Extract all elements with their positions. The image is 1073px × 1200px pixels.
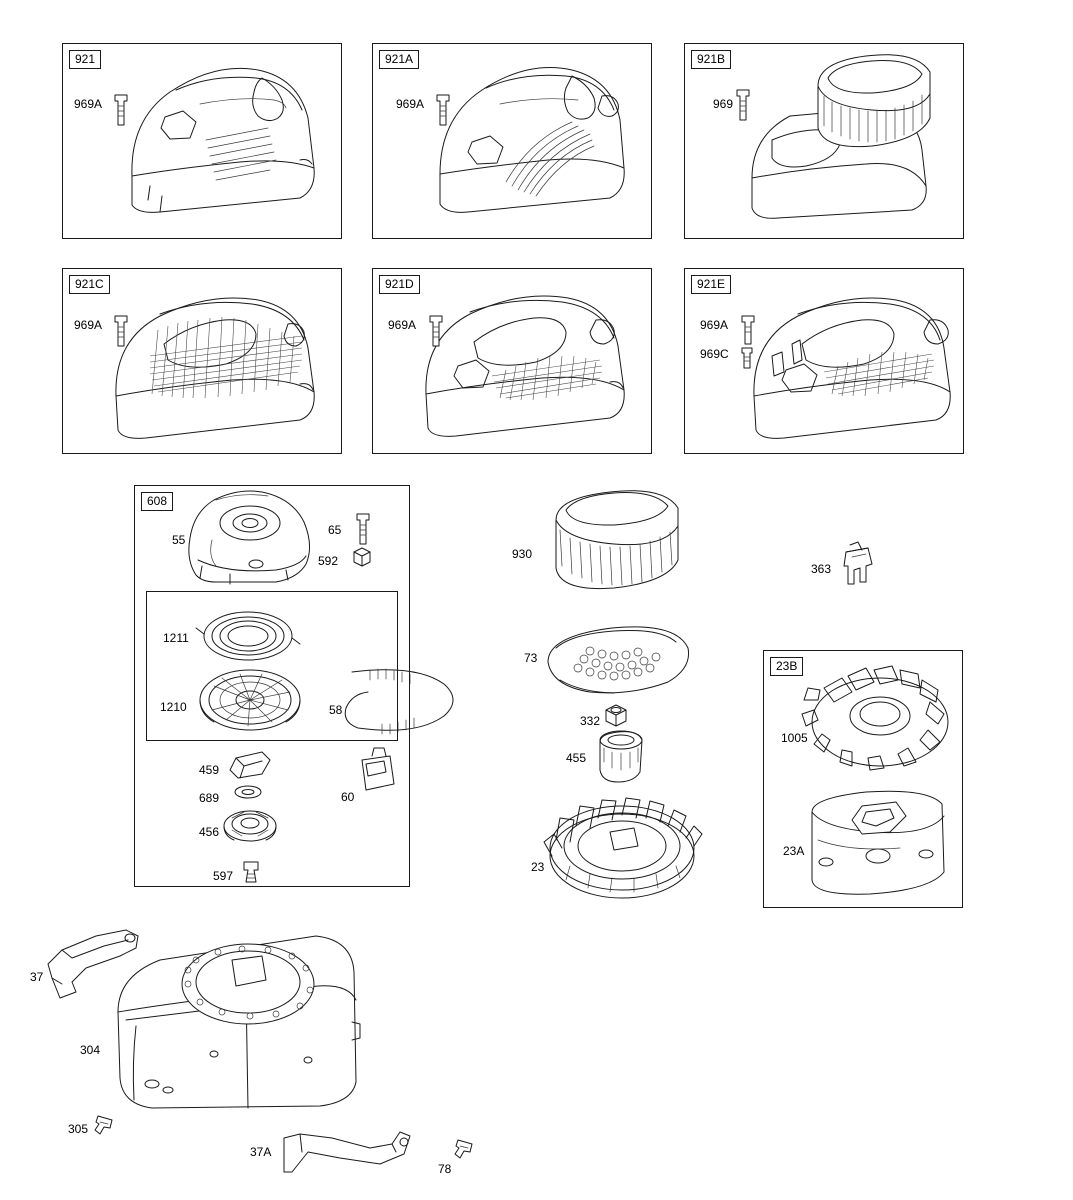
- callout-60: 60: [341, 790, 355, 804]
- callout-969a-5: 969A: [700, 318, 729, 332]
- panel-tag-608: 608: [141, 492, 173, 511]
- callout-689: 689: [199, 791, 220, 805]
- art-screw-78: [455, 1140, 472, 1158]
- callout-305: 305: [68, 1122, 89, 1136]
- panel-tag-921d: 921D: [379, 275, 420, 294]
- callout-1005: 1005: [781, 731, 808, 745]
- callout-1210: 1210: [160, 700, 187, 714]
- callout-969a-4: 969A: [388, 318, 417, 332]
- callout-304: 304: [80, 1043, 101, 1057]
- art-ring-930: [556, 491, 678, 589]
- callout-592: 592: [318, 554, 339, 568]
- panel-921e: [684, 268, 964, 454]
- panel-921c: [62, 268, 342, 454]
- callout-37: 37: [30, 970, 44, 984]
- callout-597: 597: [213, 869, 234, 883]
- callout-969a-3: 969A: [74, 318, 103, 332]
- callout-930: 930: [512, 547, 533, 561]
- callout-23: 23: [531, 860, 545, 874]
- panel-921: [62, 43, 342, 239]
- panel-tag-921b: 921B: [691, 50, 731, 69]
- panel-tag-921e: 921E: [691, 275, 731, 294]
- callout-969c: 969C: [700, 347, 729, 361]
- callout-73: 73: [524, 651, 538, 665]
- panel-608-inner: [146, 591, 398, 741]
- callout-455: 455: [566, 751, 587, 765]
- art-flywheel-23: [544, 798, 702, 898]
- callout-332: 332: [580, 714, 601, 728]
- art-screen-73: [548, 627, 689, 693]
- callout-37a: 37A: [250, 1145, 272, 1159]
- callout-456: 456: [199, 825, 220, 839]
- callout-969: 969: [713, 97, 734, 111]
- art-nut-332: [606, 705, 626, 726]
- callout-1211: 1211: [163, 631, 189, 645]
- callout-363: 363: [811, 562, 832, 576]
- panel-921d: [372, 268, 652, 454]
- panel-23b: [763, 650, 963, 908]
- panel-921b: [684, 43, 964, 239]
- art-bracket-37a: [284, 1132, 410, 1172]
- art-blower-housing-304: [118, 936, 360, 1108]
- panel-tag-921a: 921A: [379, 50, 419, 69]
- art-screw-305: [95, 1116, 112, 1134]
- callout-459: 459: [199, 763, 220, 777]
- art-bracket-37: [48, 930, 138, 998]
- panel-tag-23b: 23B: [770, 657, 803, 676]
- panel-tag-921c: 921C: [69, 275, 110, 294]
- callout-78: 78: [438, 1162, 452, 1176]
- callout-65: 65: [328, 523, 342, 537]
- panel-921a: [372, 43, 652, 239]
- callout-58: 58: [329, 703, 343, 717]
- art-coil-363: [844, 542, 872, 584]
- art-cup-455: [600, 731, 642, 782]
- callout-55: 55: [172, 533, 186, 547]
- callout-23a: 23A: [783, 844, 805, 858]
- callout-969a-1: 969A: [74, 97, 103, 111]
- callout-969a-2: 969A: [396, 97, 425, 111]
- panel-tag-921: 921: [69, 50, 101, 69]
